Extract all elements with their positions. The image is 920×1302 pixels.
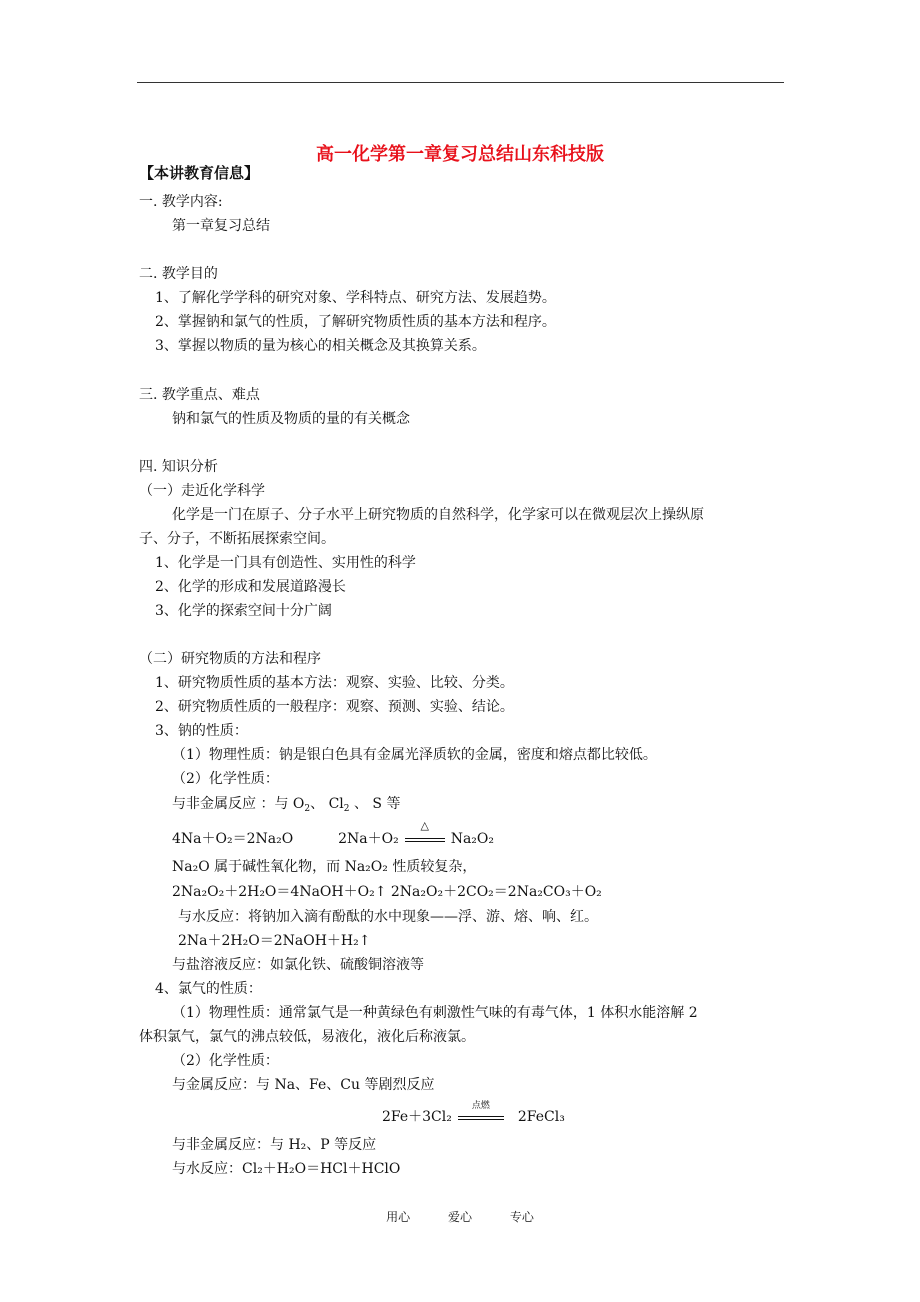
part2-item4: 4、氯气的性质： <box>155 981 262 997</box>
sodium-oxygen-equation <box>172 819 494 847</box>
na2o2-equations: 2Na₂O₂＋2H₂O＝4NaOH＋O₂↑ 2Na₂O₂＋2CO₂＝2Na₂CO₃＋O₂ <box>172 884 602 900</box>
chlorine-physical-line1: （1）物理性质：通常氯气是一种黄绿色有刺激性气味的有毒气体，1 体积水能溶解 2 <box>172 1005 698 1021</box>
equation-na2o: 4Na＋O₂＝2Na₂O <box>172 831 294 847</box>
part1-item: 1、化学是一门具有创造性、实用性的科学 <box>155 555 416 571</box>
part2-item1: 1、研究物质性质的基本方法：观察、实验、比较、分类。 <box>155 675 514 691</box>
iron-chlorine-equation <box>382 1101 565 1125</box>
section2-item: 3、掌握以物质的量为核心的相关概念及其换算关系。 <box>155 338 486 354</box>
equation-fecl3-right: 2FeCl₃ <box>517 1109 565 1125</box>
section2-item: 2、掌握钠和氯气的性质，了解研究物质性质的基本方法和程序。 <box>155 314 556 330</box>
text-fragment: 与非金属反应 ：与 O <box>172 796 305 812</box>
chlorine-nonmetal-reaction: 与非金属反应：与 H₂、P 等反应 <box>172 1137 377 1153</box>
text-fragment: 、 Cl <box>310 796 344 812</box>
equation-na2o2-left: 2Na＋O₂ <box>338 831 399 847</box>
info-header: 【本讲教育信息】 <box>139 164 260 182</box>
sodium-salt-reaction: 与盐溶液反应：如氯化铁、硫酸铜溶液等 <box>172 957 424 973</box>
part2-item2: 2、研究物质性质的一般程序：观察、预测、实验、结论。 <box>155 699 514 715</box>
na2o-note: Na₂O 属于碱性氧化物，而 Na₂O₂ 性质较复杂， <box>172 859 477 875</box>
text-fragment: 、 S 等 <box>349 796 401 812</box>
heat-triangle-icon: △ <box>420 819 429 832</box>
section1-content: 第一章复习总结 <box>172 218 270 234</box>
section1-heading: 一. 教学内容: <box>139 194 223 210</box>
sodium-physical-properties: （1）物理性质：钠是银白色具有金属光泽质软的金属，密度和熔点都比较低。 <box>172 747 657 763</box>
sodium-chemical-heading: （2）化学性质： <box>172 771 279 787</box>
section2-heading: 二. 教学目的 <box>139 266 218 282</box>
equation-na2o2-right: Na₂O₂ <box>450 831 494 847</box>
ignite-condition-arrow <box>458 1101 504 1125</box>
part1-heading: （一）走近化学科学 <box>139 483 265 499</box>
part1-paragraph-line2: 子、分子，不断拓展探索空间。 <box>139 531 335 547</box>
section3-heading: 三. 教学重点、难点 <box>139 387 260 403</box>
page-footer <box>0 1208 920 1225</box>
chlorine-metal-reaction: 与金属反应：与 Na、Fe、Cu 等剧烈反应 <box>172 1077 435 1093</box>
heat-condition-arrow <box>405 819 445 847</box>
section2-item: 1、了解化学学科的研究对象、学科特点、研究方法、发展趋势。 <box>155 290 556 306</box>
footer-text: 爱心 <box>447 1210 472 1224</box>
part2-heading: （二）研究物质的方法和程序 <box>139 651 321 667</box>
header-rule <box>137 82 784 83</box>
footer-text: 用心 <box>386 1210 411 1224</box>
ignite-condition-label: 点燃 <box>471 1101 490 1111</box>
part1-item: 3、化学的探索空间十分广阔 <box>155 603 332 619</box>
part1-item: 2、化学的形成和发展道路漫长 <box>155 579 346 595</box>
section3-content: 钠和氯气的性质及物质的量的有关概念 <box>172 411 410 427</box>
chlorine-chemical-heading: （2）化学性质： <box>172 1053 279 1069</box>
sodium-water-equation: 2Na＋2H₂O＝2NaOH＋H₂↑ <box>178 933 371 949</box>
document-title: 高一化学第一章复习总结山东科技版 <box>316 144 604 165</box>
sodium-water-reaction: 与水反应：将钠加入滴有酚酞的水中现象——浮、游、熔、响、红。 <box>178 909 598 925</box>
part2-item3: 3、钠的性质： <box>155 723 248 739</box>
chlorine-water-reaction: 与水反应：Cl₂＋H₂O＝HCl＋HClO <box>172 1161 401 1177</box>
sodium-nonmetal-reaction: 与非金属反应 ：与 $O_2$、 $Cl_2$ 、 S 等 <box>172 796 401 814</box>
footer-text: 专心 <box>509 1210 534 1224</box>
equation-fecl3-left: 2Fe＋3Cl₂ <box>382 1109 452 1125</box>
part1-paragraph-line1: 化学是一门在原子、分子水平上研究物质的自然科学，化学家可以在微观层次上操纵原 <box>172 507 704 523</box>
chlorine-physical-line2: 体积氯气，氯气的沸点较低，易液化，液化后称液氯。 <box>139 1029 475 1045</box>
section4-heading: 四. 知识分析 <box>139 459 218 475</box>
